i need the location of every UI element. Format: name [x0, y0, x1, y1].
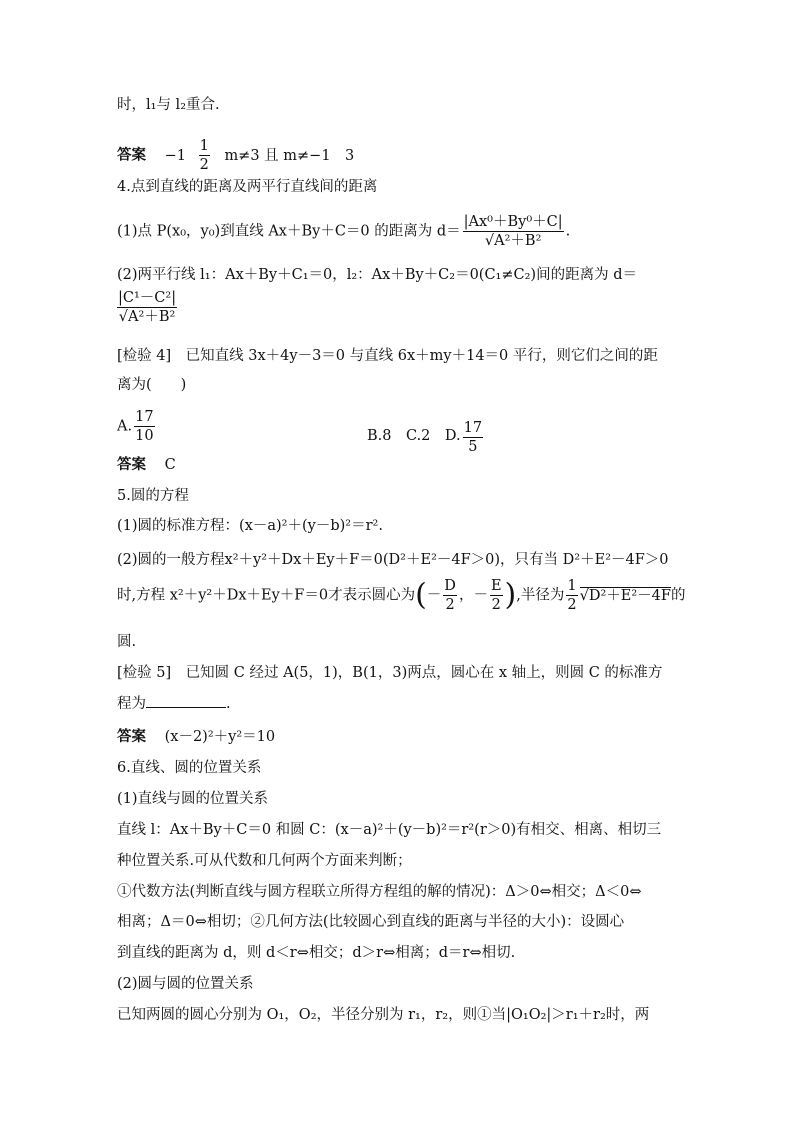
text-line: 直线 l：Ax＋By＋C＝0 和圆 C：(x－a)²＋(y－b)²＝r²(r＞0)有相交、相离、相切三: [117, 822, 662, 838]
fraction-half: $\frac{1}{2}$: [199, 138, 209, 173]
answer-blank: [146, 693, 226, 708]
options-bcd: B.8 C.2 D. $\frac{17}{5}$: [367, 420, 483, 455]
text-line: 到直线的距离为 d，则 d＜r⇔相交；d＞r⇔相离；d＝r⇔相切.: [117, 945, 516, 961]
text-line: 已知两圆的圆心分别为 O₁，O₂，半径分别为 r₁，r₂，则①当|O₁O₂|＞r₁＋r₂时，两: [117, 1007, 650, 1023]
answer-value: (x－2)²＋y²＝10: [164, 729, 276, 745]
text-line: 圆.: [117, 634, 137, 650]
text-line: (2)两平行线 l₁：Ax＋By＋C₁＝0，l₂：Ax＋By＋C₂＝0(C₁≠C₂)间的距离为 d＝: [117, 267, 637, 283]
answer-line-3: [117, 727, 687, 747]
fraction-option-a: $\frac{17}{10}$: [135, 409, 154, 444]
fraction-center-y: $\frac{E}{2}$: [490, 578, 502, 613]
text-line: (2)圆与圆的位置关系: [117, 976, 254, 992]
radius-sqrt: √D²＋E²－4F: [579, 587, 671, 604]
text-line: (1)点 P(x₀，y₀)到直线 Ax＋By＋C＝0 的距离为 d＝ $\frac{\text{|Ax⁰＋By⁰＋C|}}{\text{√A²＋B²}}$ .: [117, 214, 571, 249]
exercise-line: 程为 .: [117, 693, 687, 714]
exercise-line: [检验 4] 已知直线 3x＋4y－3＝0 与直线 6x＋my＋14＝0 平行，则它们之间的距: [117, 348, 658, 364]
text-line: [117, 290, 687, 325]
answer-label: 答案: [117, 457, 146, 473]
fraction-parallel-distance: $\frac{\text{|C¹－C²|}}{\text{√A²＋B²}}$: [118, 290, 177, 325]
answer-label: 答案: [117, 147, 146, 164]
answer-value: m≠3 且 m≠−1 3: [224, 147, 355, 164]
section-heading: 6.直线、圆的位置关系: [117, 760, 262, 776]
fraction-radius-coefficient: $\frac{1}{2}$: [567, 578, 577, 613]
fraction-center-x: $\frac{D}{2}$: [444, 578, 456, 613]
options-line: [117, 409, 687, 455]
text-line: ①代数方法(判断直线与圆方程联立所得方程组的解的情况)：Δ＞0⇔相交；Δ＜0⇔: [117, 884, 642, 900]
text-line: (1)直线与圆的位置关系: [117, 791, 269, 807]
text-line: 时,方程 x²＋y²＋Dx＋Ey＋F＝0才表示圆心为(－ $\frac{D}{2}$ ，－ $\frac{E}{2}$ ),半径为 $\frac{1}{2}$ √D²＋E²－4F的: [117, 577, 686, 613]
text-line: (2)圆的一般方程x²＋y²＋Dx＋Ey＋F＝0(D²＋E²－4F＞0)，只有当 D²＋E²－4F＞0: [117, 552, 669, 568]
section-heading: 5.圆的方程: [117, 488, 189, 504]
fraction-option-d: $\frac{17}{5}$: [463, 420, 483, 455]
text-line: (1)圆的标准方程：(x－a)²＋(y－b)²＝r².: [117, 518, 383, 534]
text-line: 种位置关系.可从代数和几何两个方面来判断；: [117, 853, 412, 869]
text-line: 时，l₁与 l₂重合.: [117, 97, 220, 113]
answer-value: −1: [164, 147, 186, 164]
exercise-line: [检验 5] 已知圆 C 经过 A(5，1)，B(1，3)两点，圆心在 x 轴上，则圆 C 的标准方: [117, 665, 663, 681]
text-line: 相离；Δ＝0⇔相切；②几何方法(比较圆心到直线的距离与半径的大小)：设圆心: [117, 914, 625, 930]
answer-line-1: [117, 138, 687, 173]
fraction-point-distance: $\frac{\text{|Ax⁰＋By⁰＋C|}}{\text{√A²＋B²}}$: [463, 214, 563, 249]
answer-value: C: [164, 457, 176, 473]
answer-line-2: [117, 455, 687, 475]
section-heading: 4.点到直线的距离及两平行直线间的距离: [117, 179, 378, 195]
exercise-line: 离为( ): [117, 377, 187, 393]
option-a: A.: [117, 418, 133, 435]
answer-label: 答案: [117, 729, 146, 745]
